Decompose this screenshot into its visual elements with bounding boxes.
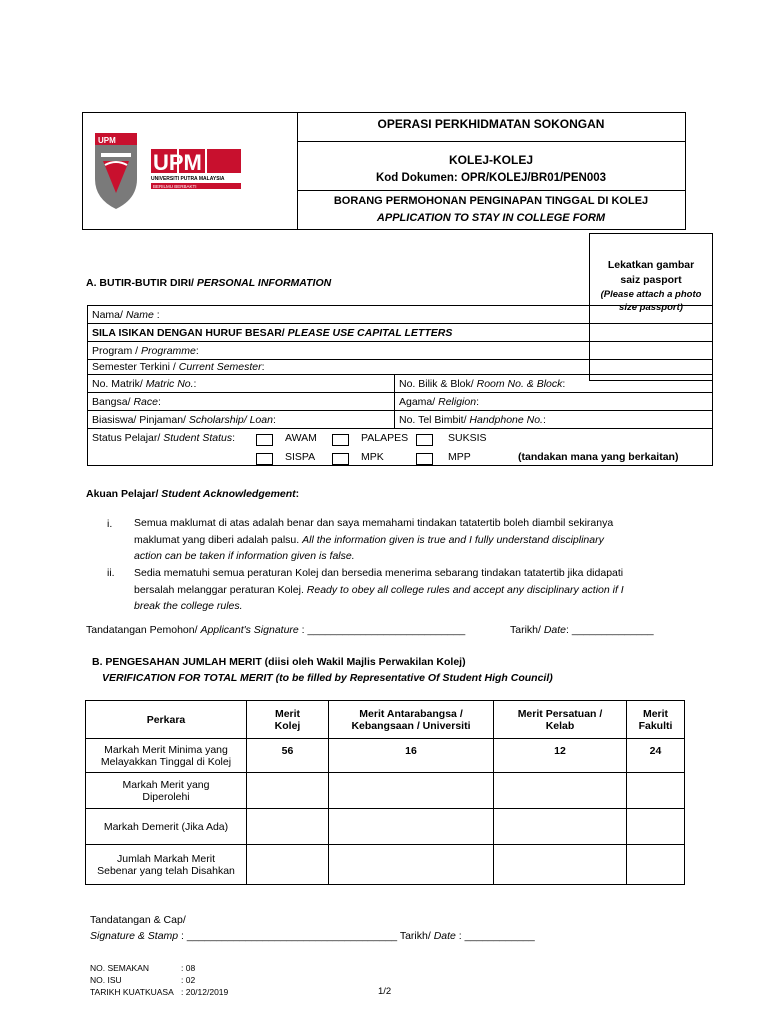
room-field[interactable]: No. Bilik & Blok/ Room No. & Block: xyxy=(395,375,713,393)
phone-field[interactable]: No. Tel Bimbit/ Handphone No.: xyxy=(395,411,713,429)
mpp-label: MPP xyxy=(448,451,471,463)
obtained-antarabangsa-cell[interactable] xyxy=(329,773,494,809)
awam-label: AWAM xyxy=(285,432,317,444)
min-fakulti-value: 24 xyxy=(627,739,685,773)
matric-field[interactable]: No. Matrik/ Matric No.: xyxy=(88,375,395,393)
footer-values: : 08 : 02 : 20/12/2019 xyxy=(181,963,229,997)
mpk-label: MPK xyxy=(361,451,384,463)
race-field[interactable]: Bangsa/ Race: xyxy=(88,393,395,411)
palapes-checkbox[interactable] xyxy=(332,434,349,446)
demerit-kolej-cell[interactable] xyxy=(247,809,329,845)
head-merit-kelab: Merit Persatuan / Kelab xyxy=(494,701,627,739)
logo-cell xyxy=(83,113,298,229)
capital-letters-note: SILA ISIKAN DENGAN HURUF BESAR/ PLEASE USE CAPITAL LETTERS xyxy=(88,324,713,342)
row-total-label: Jumlah Markah Merit Sebenar yang telah Disahkan xyxy=(86,845,247,885)
header-title1: OPERASI PERKHIDMATAN SOKONGAN xyxy=(377,117,605,131)
ack-ii-num: ii. xyxy=(107,567,115,579)
page-number: 1/2 xyxy=(378,986,392,997)
head-merit-fakulti: Merit Fakulti xyxy=(627,701,685,739)
religion-field[interactable]: Agama/ Religion: xyxy=(395,393,713,411)
tick-note: (tandakan mana yang berkaitan) xyxy=(518,451,679,463)
awam-checkbox[interactable] xyxy=(256,434,273,446)
total-antarabangsa-cell[interactable] xyxy=(329,845,494,885)
row-minimum-label: Markah Merit Minima yang Melayakkan Tinggal di Kolej xyxy=(86,739,247,773)
footer-keys: NO. SEMAKAN NO. ISU TARIKH KUATKUASA xyxy=(90,963,174,997)
stamp-label: Tandatangan & Cap/ xyxy=(90,914,186,926)
min-kolej-value: 56 xyxy=(247,739,329,773)
photo-line4: size passport) xyxy=(619,302,683,313)
min-antarabangsa-value: 16 xyxy=(329,739,494,773)
personal-info-table xyxy=(87,305,713,466)
head-merit-antarabangsa: Merit Antarabangsa / Kebangsaan / Universiti xyxy=(329,701,494,739)
min-kelab-value: 12 xyxy=(494,739,627,773)
status-label: Status Pelajar/ Student Status: xyxy=(92,432,236,444)
obtained-fakulti-cell[interactable] xyxy=(627,773,685,809)
total-kolej-cell[interactable] xyxy=(247,845,329,885)
applicant-signature[interactable]: Tandatangan Pemohon/ Applicant's Signature : ___________________________ xyxy=(86,624,466,636)
header-table xyxy=(82,112,686,230)
form-title-en: APPLICATION TO STAY IN COLLEGE FORM xyxy=(376,212,606,224)
palapes-label: PALAPES xyxy=(361,432,409,444)
obtained-kelab-cell[interactable] xyxy=(494,773,627,809)
ack-item-i: Semua maklumat di atas adalah benar dan saya memahami tindakan tatatertib boleh diambil sekiranya maklumat yang diberi adalah palsu. All the information given is true and I fully understand disciplinary action can be taken if information given is false. xyxy=(134,517,614,562)
applicant-date[interactable]: Tarikh/ Date: ______________ xyxy=(510,624,654,636)
head-merit-kolej: Merit Kolej xyxy=(247,701,329,739)
ack-item-ii: Sedia mematuhi semua peraturan Kolej dan bersedia menerima sebarang tindakan tatatertib jika didapati bersalah melanggar peraturan Kolej. Ready to obey all college rules and accept any disciplinary action if I break the college rules. xyxy=(134,567,624,612)
sispa-label: SISPA xyxy=(285,451,316,463)
doc-code: Kod Dokumen: OPR/KOLEJ/BR01/PEN003 xyxy=(375,172,607,184)
mpp-checkbox[interactable] xyxy=(416,453,433,465)
section-b-title: B. PENGESAHAN JUMLAH MERIT (diisi oleh Wakil Majlis Perwakilan Kolej) xyxy=(92,656,466,668)
row-obtained-label: Markah Merit yang Diperolehi xyxy=(86,773,247,809)
section-b-title-en: VERIFICATION FOR TOTAL MERIT (to be filled by Representative Of Student High Council) xyxy=(102,672,553,684)
section-a-title: A. BUTIR-BUTIR DIRI/ PERSONAL INFORMATION xyxy=(86,277,332,289)
upm-logo xyxy=(83,113,297,229)
demerit-antarabangsa-cell[interactable] xyxy=(329,809,494,845)
name-field[interactable]: Nama/ Name : xyxy=(88,306,713,324)
scholarship-field[interactable]: Biasiswa/ Pinjaman/ Scholarship/ Loan: xyxy=(88,411,395,429)
form-title-my: BORANG PERMOHONAN PENGINAPAN TINGGAL DI KOLEJ xyxy=(333,195,649,207)
stamp-signature-line[interactable]: Signature & Stamp : ____________________________________ Tarikh/ Date : ____________ xyxy=(90,930,535,942)
demerit-kelab-cell[interactable] xyxy=(494,809,627,845)
logo-sub2: BERILMU BERBAKTI xyxy=(153,184,197,189)
suksis-label: SUKSIS xyxy=(448,432,487,444)
total-fakulti-cell[interactable] xyxy=(627,845,685,885)
head-perkara: Perkara xyxy=(86,701,247,739)
photo-line2: saiz pasport xyxy=(620,274,682,286)
suksis-checkbox[interactable] xyxy=(416,434,433,446)
semester-field[interactable]: Semester Terkini / Current Semester: xyxy=(88,360,713,375)
obtained-kolej-cell[interactable] xyxy=(247,773,329,809)
program-field[interactable]: Program / Programme: xyxy=(88,342,713,360)
logo-text: UPM xyxy=(153,150,202,175)
total-kelab-cell[interactable] xyxy=(494,845,627,885)
ack-title: Akuan Pelajar/ Student Acknowledgement: xyxy=(86,488,300,500)
sispa-checkbox[interactable] xyxy=(256,453,273,465)
ack-i-num: i. xyxy=(107,518,113,530)
demerit-fakulti-cell[interactable] xyxy=(627,809,685,845)
row-demerit-label: Markah Demerit (Jika Ada) xyxy=(86,809,247,845)
merit-table xyxy=(85,700,685,885)
logo-sub1: UNIVERSITI PUTRA MALAYSIA xyxy=(151,176,225,182)
photo-line3: (Please attach a photo xyxy=(600,289,702,300)
student-status-row xyxy=(88,429,713,466)
mpk-checkbox[interactable] xyxy=(332,453,349,465)
svg-text:UPM: UPM xyxy=(98,136,116,145)
header-title2: KOLEJ-KOLEJ xyxy=(448,153,533,167)
photo-line1: Lekatkan gambar xyxy=(607,259,695,271)
